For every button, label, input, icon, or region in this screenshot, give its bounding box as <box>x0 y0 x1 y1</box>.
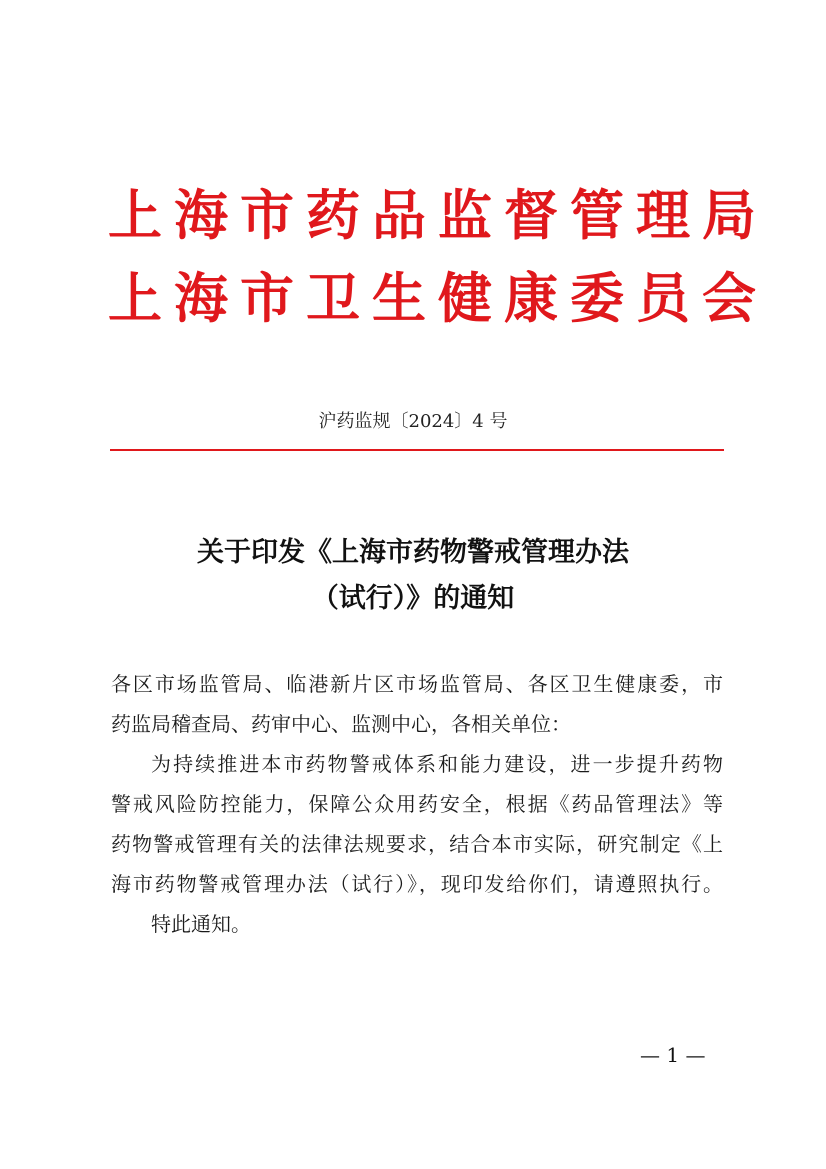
document-number: 沪药监规〔2024〕4 号 <box>318 411 508 432</box>
paragraph-line: 药物警戒管理有关的法律法规要求，结合本市实际，研究制定《上 <box>111 832 723 856</box>
document-title-line-1: 关于印发《上海市药物警戒管理办法 <box>197 537 629 568</box>
addressee-line: 药监局稽查局、药审中心、监测中心，各相关单位： <box>111 712 571 736</box>
red-divider <box>110 449 724 451</box>
paragraph-line: 警戒风险防控能力，保障公众用药安全，根据《药品管理法》等 <box>111 792 723 816</box>
body-paragraph <box>111 744 723 904</box>
addressee-block <box>111 664 723 744</box>
page-number: — 1 — <box>640 1043 706 1067</box>
document-title-line-2: （试行）》的通知 <box>311 583 515 614</box>
addressee-line: 各区市场监管局、临港新片区市场监管局、各区卫生健康委，市 <box>111 672 723 696</box>
issuer-name-1: 上海市药品监督管理局 <box>108 183 768 247</box>
issuer-name-2: 上海市卫生健康委员会 <box>108 266 768 330</box>
paragraph-line: 海市药物警戒管理办法（试行）》，现印发给你们，请遵照执行。 <box>111 872 723 896</box>
closing-line: 特此通知。 <box>151 912 251 936</box>
paragraph-line: 为持续推进本市药物警戒体系和能力建设，进一步提升药物 <box>151 752 723 776</box>
closing-remark <box>111 904 723 944</box>
